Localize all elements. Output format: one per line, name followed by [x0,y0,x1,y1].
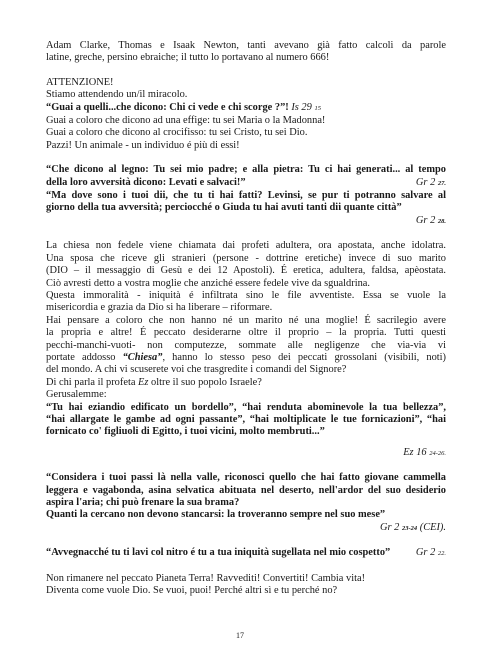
text-line: Non rimanere nel peccato Pianeta Terra! Ravvediti! Convertiti! Cambia vita! [46,572,366,584]
text-line: Guai a coloro che dicono ad una effige: tu sei Maria o la Madonna! [46,115,326,127]
text-line: (DIO – il messaggio di Gesù e dei 12 Apostoli). É eretica, adultera, faldsa, apèostata. [46,265,446,277]
quote-line [46,102,446,115]
text-line: misericordia e grazia da Dio si ha liberare – riformare. [46,302,273,314]
text-line: Stiamo attendendo un/il miracolo. [46,89,188,101]
paragraph-numerology [46,40,446,65]
text-segment: portate addosso [46,351,123,363]
verse-number: 24-26. [429,449,446,457]
paragraph-church [46,240,446,460]
verse-reference: Gr 2 [415,214,436,226]
text-line: Hai pensare a coloro che non hanno né un marito né una moglie! É sacrilegio avere [46,314,446,326]
quote-text: “Guai a quelli...che dicono: Chi ci vede e chi scorge ?”! [46,101,289,113]
page-number: 17 [236,631,244,640]
text-line: Una sposa che riceve gli stranieri (persone - dottrine eretiche) invece di suo marito [46,252,446,264]
text-line: Questa immoralità - iniquità é infiltrata sino le file avventiste. Essa se vuole la [46,289,446,301]
verse-reference: Gr 2 [380,521,400,533]
verse-number: 27. [437,179,446,187]
text-line: Adam Clarke, Thomas e Isaak Newton, tanti avevano già fatto calcoli da parole [46,40,446,51]
verse-number: 22. [437,550,446,558]
paragraph-closing [46,573,446,598]
quote-line: giorno della tua avversità; perciocché o Giuda tu hai avuti tanti dii quante città” [46,202,402,214]
text-line: Gerusalemme: [46,389,107,401]
page-body [46,40,446,597]
text-line: Pazzi! Un animale - un individuo é più di essi! [46,139,240,151]
church-emphasis: “Chiesa” [122,351,163,363]
quote-line: leggera e vagabonda, asina selvatica abituata nel deserto, nell'ardor del suo desiderio [46,484,446,496]
text-line: latine, greche, persino ebraiche; il tutto lo portavano al numero 666! [46,52,330,64]
text-line: Diventa come vuole Dio. Se vuoi, puoi! Perché altri sì e tu perché no? [46,585,338,597]
quote-line: fornicato co' figliuoli di Egitto, i tuoi vicini, molto membruti...” [46,426,325,438]
attention-heading: ATTENZIONE! [46,76,114,88]
paragraph-attention [46,77,446,152]
text-line: pecchi-manchi-vuoti- non computezze, sommate alle negligenze che via-via vi [46,339,446,351]
quote-line: “Ma dove sono i tuoi dii, che tu ti hai fatti? Levinsi, se pur ti potranno salvare al [46,190,446,202]
quote-line: “hai allargate le gambe ad ogni passante”, “hai moltiplicate le tue fornicazioni”, “hai [46,413,446,425]
prophet-abbreviation: Ez [138,376,152,388]
quote-text: “Avvegnacché tu ti lavi col nitro é tu a tua iniquità sugellata nel mio cospetto” [46,547,391,559]
verse-reference-line [46,522,446,535]
text-line [46,377,446,389]
verse-reference: Is 29 [291,101,312,113]
verse-reference: Gr 2 [415,547,436,559]
quote-line: “Considera i tuoi passi là nella valle, riconosci quello che hai fatto giovane cammella [46,472,446,484]
text-segment: oltre il suo popolo Israele? [151,376,262,388]
paragraph-nitro-quote [46,547,446,560]
quote-line: Quanti la cercano non devono stancarsi: la troveranno sempre nel suo mese” [46,509,386,521]
quote-line: “Che dicono al legno: Tu sei mio padre; e alla pietra: Tu ci hai generati... al tempo [46,164,446,176]
verse-number: 15 [314,104,321,112]
verse-reference: Ez 16 [403,446,427,458]
quote-line [46,177,446,190]
quote-line: aspira l'aria; chi può frenare la sua brama? [46,497,240,508]
translation-note: (CEI). [417,521,446,533]
text-line: del mondo. A chi vi scuserete voi che trasgredite i comandi del Signore? [46,364,347,376]
verse-number: 23-24 [401,524,418,532]
paragraph-idols-quote [46,164,446,228]
paragraph-valley-quote [46,472,446,535]
quote-text: della loro avversità dicono: Levati e salvaci!” [46,176,246,188]
text-line: Guai a coloro che dicono al crocifisso: tu sei Cristo, tu sei Dio. [46,127,308,139]
verse-reference-line [46,215,446,228]
verse-reference: Gr 2 [415,176,436,188]
text-segment: Di chi parla il profeta [46,376,139,388]
text-line: Ciò avresti detto a vostra moglie che anziché essere fedele vive da sgualdrina. [46,277,371,289]
verse-reference-line [46,447,446,460]
quote-line [46,547,446,560]
quote-line: “Tu hai eziandio edificato un bordello”, “hai renduta abominevole la tua bellezza”, [46,401,446,413]
text-line: la propria e altre! É peccato desiderarne oltre il proprio – la propria. Tutti questi [46,327,446,339]
verse-number: 28. [437,217,446,225]
text-line [46,352,446,364]
text-segment: , hanno lo stesso peso dei peccati grossolani (visibili, noti) [162,351,446,363]
text-line: La chiesa non fedele viene chiamata dai profeti adultera, ora apostata, anche idolatra. [46,240,446,252]
